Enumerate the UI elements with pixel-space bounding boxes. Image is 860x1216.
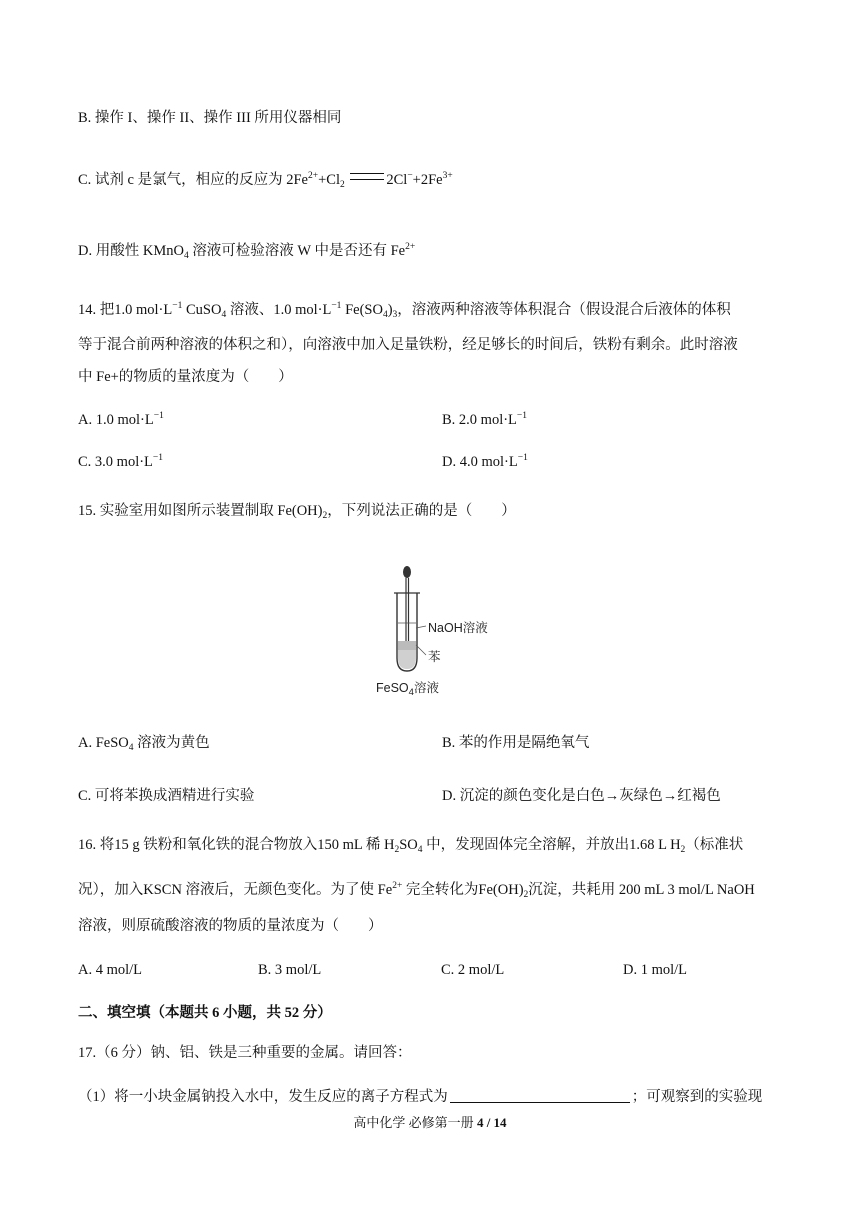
q14-option-a: A. 1.0 $mol\cdot L^{-1}$ (78, 411, 164, 428)
q15-option-d: D. 沉淀的颜色变化是白色→灰绿色→红褐色 (442, 788, 721, 804)
q14-stem-line2: 等于混合前两种溶液的体积之和），向溶液中加入足量铁粉，经足够长的时间后，铁粉有剩余。此时溶液 (78, 337, 738, 353)
answer-blank[interactable] (450, 1088, 630, 1103)
q16-option-c: C. 2 mol/L (441, 962, 505, 978)
q16-options (0, 960, 860, 980)
benzene-layer (398, 641, 416, 650)
q17-sub1: （1）将一小块金属钠投入水中，发生反应的离子方程式为 ；可观察到的实验现 (78, 1089, 763, 1105)
q13-option-b: B. 操作 I、操作 II、操作 III 所用仪器相同 (78, 110, 342, 126)
page-number: 4 / 14 (476, 1115, 507, 1130)
q15-option-b: B. 苯的作用是隔绝氧气 (442, 735, 590, 751)
q14-stem-line3: 中 Fe+的物质的量浓度为（ ） (78, 369, 293, 385)
page-footer: 高中化学 必修第一册 4 / 14 (353, 1115, 507, 1130)
q14-option-d: D. 4.0 $mol\cdot L^{-1}$ (442, 453, 528, 470)
q14-option-b: B. 2.0 $mol\cdot L^{-1}$ (442, 411, 528, 428)
naoh-label: NaOH溶液 (428, 621, 488, 635)
q15-stem: 15. 实验室用如图所示装置制取 $Fe(OH)_2$，下列说法正确的是（ ） (78, 503, 516, 521)
q16-option-a: A. 4 mol/L (78, 962, 143, 978)
q14-stem-line1: 14. 把1.0 $mol\cdot L^{-1}$ CuSO$_4$ 溶液、1.0 $mol\cdot L^{-1}$ $Fe(SO_4)_3$，溶液两种溶液等体积混合（假设混合后液体的体积 (78, 301, 731, 320)
q15-option-c: C. 可将苯换成酒精进行实验 (78, 788, 255, 804)
q16-option-d: D. 1 mol/L (623, 962, 688, 978)
q16-option-b: B. 3 mol/L (258, 962, 322, 978)
test-tube-figure (370, 563, 500, 698)
q16-stem-line3: 溶液，则原硫酸溶液的物质的量浓度为（ ） (78, 918, 383, 934)
feso4-solution (398, 650, 416, 669)
q16-stem-line1: 16. 将15 g 铁粉和氧化铁的混合物放入150 mL 稀 $H_2SO_4$ 中，发现固体完全溶解，并放出1.68 L $H_2$（标准状 (78, 837, 744, 855)
benzene-label: 苯 (428, 650, 441, 664)
q17-stem: 17.（6 分）钠、铝、铁是三种重要的金属。请回答： (78, 1045, 412, 1061)
q13-option-d: D. 用酸性 KMnO$_4$ 溶液可检验溶液 W 中是否还有 $Fe^{2+}$ (78, 242, 416, 261)
q16-stem-line2: 况），加入KSCN 溶液后，无颜色变化。为了使 $Fe^{2+}$ 完全转化为$Fe(OH)_2$沉淀，共耗用 200 mL 3 mol/L NaOH (78, 881, 755, 900)
q15-option-a: A. FeSO$_4$ 溶液为黄色 (78, 735, 210, 753)
feso4-label: FeSO$_4$溶液 (376, 681, 439, 698)
q13-option-c: C. 试剂 c 是氯气，相应的反应为 $2Fe^{2+}+Cl_2$ $2Cl^-+2Fe^{3+}$ (78, 171, 453, 190)
q14-option-c: C. 3.0 $mol\cdot L^{-1}$ (78, 453, 164, 470)
dropper-bulb (403, 566, 411, 578)
section-heading: 二、填空填（本题共 6 小题，共 52 分） (78, 1005, 332, 1021)
equals-sign (350, 173, 384, 180)
